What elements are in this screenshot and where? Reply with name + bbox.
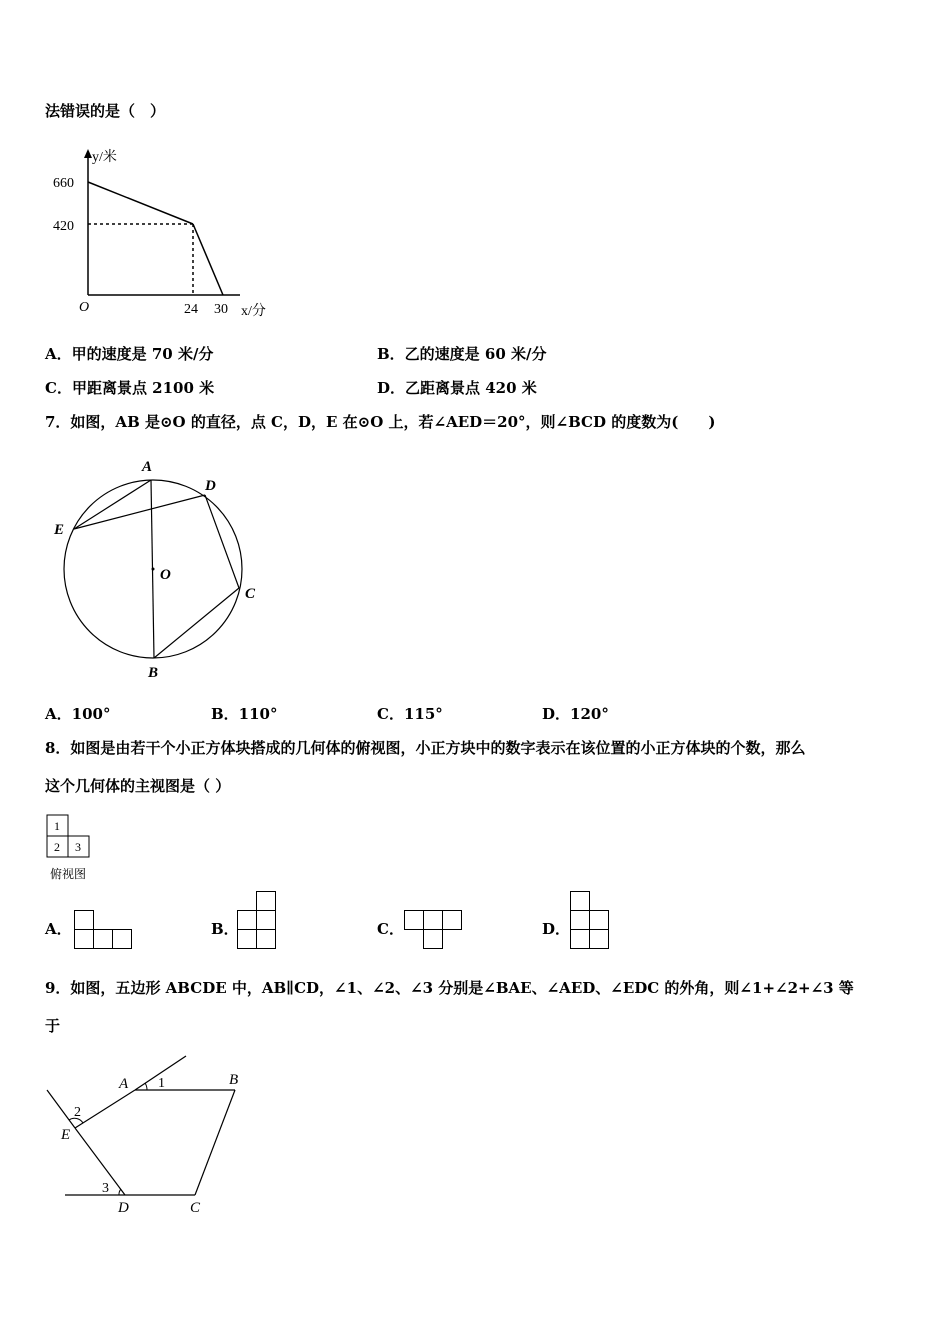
q8-option-b-figure[interactable] [237,891,279,951]
y-axis-arrow-icon [84,149,92,158]
q7-option-c[interactable]: C．115° [377,705,443,723]
label-d: D [205,478,216,494]
angle1-arc [145,1083,147,1090]
chord-dc [205,495,239,588]
q6-option-d[interactable]: D．乙距离景点 420 米 [377,379,537,397]
label-o: O [160,567,171,583]
cell-bottom-right: 3 [75,840,81,854]
label-angle1: 1 [158,1076,165,1091]
origin-label: O [79,300,90,315]
q9-stem-line2: 于 [45,1017,61,1035]
label-d: D [118,1200,129,1216]
y-tick-660: 660 [53,176,74,191]
y-axis-label: y/米 [92,150,117,165]
q7-option-d[interactable]: D．120° [542,705,609,723]
q6-stem-tail: 法错误的是（ ） [45,102,166,120]
side-ea [75,1090,135,1128]
segment-second [193,224,223,295]
q7-option-b[interactable]: B．110° [211,705,278,723]
label-b: B [229,1072,239,1088]
q6-distance-time-graph [45,145,285,325]
label-angle2: 2 [74,1105,81,1120]
side-de [75,1128,125,1195]
q8-option-a-figure[interactable] [74,910,136,950]
angle3-arc [119,1189,121,1195]
label-angle3: 3 [102,1181,109,1196]
q6-option-b[interactable]: B．乙的速度是 60 米/分 [377,345,547,363]
chord-ed [74,495,205,529]
chord-cb [154,588,239,658]
q8-option-c-figure[interactable] [404,910,466,952]
side-bc [195,1090,235,1195]
center-dot [152,568,155,571]
label-a: A [142,459,153,475]
label-c: C [190,1200,201,1216]
label-b: B [148,665,159,681]
segment-first [88,182,193,224]
q8-stem-line2: 这个几何体的主视图是（ ） [45,777,231,795]
q8-top-view-caption: 俯视图 [50,867,87,881]
label-a: A [119,1076,129,1092]
q8-stem-line1: 8．如图是由若干个小正方体块搭成的几何体的俯视图，小正方块中的数字表示在该位置的小正方体块的个数，那么 [45,739,806,757]
x-tick-24: 24 [184,302,198,317]
q6-option-c[interactable]: C．甲距离景点 2100 米 [45,379,215,397]
q7-option-a[interactable]: A．100° [45,705,111,723]
label-c: C [245,586,256,602]
q7-circle-figure [45,452,275,682]
q6-option-a[interactable]: A．甲的速度是 70 米/分 [45,345,214,363]
q7-stem: 7．如图，AB 是⊙O 的直径，点 C，D，E 在⊙O 上，若∠AED＝20°，则∠BCD 的度数为( ) [45,413,716,431]
q8-option-d-label[interactable]: D． [542,920,571,938]
x-axis-label: x/分 [241,304,266,319]
q8-option-d-figure[interactable] [570,891,612,951]
label-e: E [61,1127,71,1143]
q8-option-b-label[interactable]: B． [211,920,239,938]
cell-top-left: 1 [54,819,60,833]
extension-de [47,1090,75,1128]
chord-ae [74,480,151,529]
q8-option-c-label[interactable]: C． [377,920,404,938]
q8-top-view [46,814,106,864]
q8-option-a-label[interactable]: A． [45,920,72,938]
q9-stem-line1: 9．如图，五边形 ABCDE 中，AB∥CD，∠1、∠2、∠3 分别是∠BAE、∠AED、∠EDC 的外角，则∠1+∠2+∠3 等 [45,979,854,997]
q9-pentagon-figure [45,1050,285,1220]
x-tick-30: 30 [214,302,228,317]
label-e: E [54,522,65,538]
y-tick-420: 420 [53,219,74,234]
cell-bottom-left: 2 [54,840,60,854]
